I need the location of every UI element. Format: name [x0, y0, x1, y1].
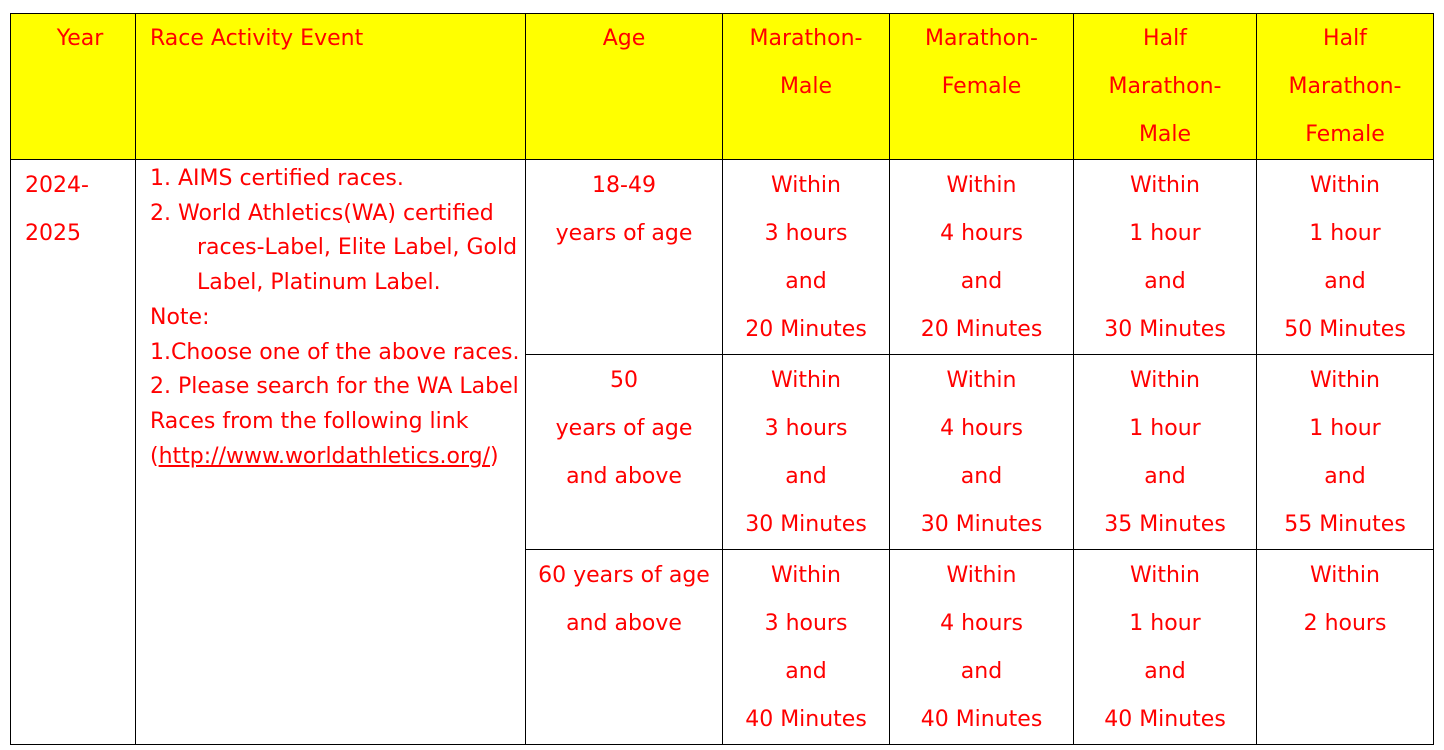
header-label-line: Marathon-: [1108, 74, 1222, 99]
cell-race-activity-event: [136, 160, 526, 745]
time-line: 40 Minutes: [1104, 707, 1226, 732]
time-line: 55 Minutes: [1284, 512, 1406, 537]
time-line: 3 hours: [764, 221, 848, 246]
cell-marathon-female: [890, 355, 1074, 550]
time-line: 30 Minutes: [920, 512, 1043, 537]
time-line: Within: [770, 173, 841, 198]
cell-age: [526, 160, 723, 355]
time-line: 20 Minutes: [745, 317, 867, 342]
year-line: 2025: [25, 221, 81, 246]
header-event: [136, 14, 526, 160]
header-age: [526, 14, 723, 160]
header-label-line: Marathon-: [1288, 74, 1402, 99]
time-line: and: [1144, 464, 1186, 489]
time-line: Within: [1129, 368, 1200, 393]
time-line: 3 hours: [764, 611, 848, 636]
header-row: [11, 14, 1434, 160]
time-line: Within: [1309, 368, 1380, 393]
cell-marathon-male: [723, 355, 890, 550]
event-item-wa-cont: Label, Platinum Label.: [197, 270, 441, 296]
header-label-line: Half: [1143, 26, 1187, 51]
header-half-marathon-male: [1074, 14, 1257, 160]
time-line: and: [1324, 464, 1366, 489]
header-marathon-female: [890, 14, 1074, 160]
time-line: 1 hour: [1129, 611, 1201, 636]
time-line: Within: [1129, 173, 1200, 198]
note-link-line: [150, 440, 525, 475]
time-line: 40 Minutes: [745, 707, 867, 732]
time-line: and: [1144, 269, 1186, 294]
time-line: 4 hours: [940, 416, 1023, 441]
time-line: Within: [946, 173, 1017, 198]
event-item-wa: 2. World Athletics(WA) certified: [150, 200, 494, 226]
age-line: 50: [610, 368, 638, 393]
time-line: Within: [1129, 563, 1200, 588]
year-line: 2024-: [25, 173, 89, 198]
table-row: [11, 160, 1434, 355]
cell-half-marathon-male: [1074, 160, 1257, 355]
time-line: 30 Minutes: [1104, 317, 1226, 342]
time-line: Within: [770, 563, 841, 588]
time-line: 50 Minutes: [1284, 317, 1406, 342]
age-line: years of age: [555, 416, 693, 441]
cell-marathon-male: [723, 550, 890, 745]
cell-marathon-female: [890, 550, 1074, 745]
header-marathon-male: [723, 14, 890, 160]
cell-marathon-female: [890, 160, 1074, 355]
worldathletics-link[interactable]: http://www.worldathletics.org/: [158, 443, 491, 469]
note-item-2-cont: Races from the following link: [150, 408, 469, 434]
cell-half-marathon-male: [1074, 550, 1257, 745]
header-label-line: Female: [941, 74, 1022, 99]
time-line: 4 hours: [940, 611, 1023, 636]
header-year: [11, 14, 136, 160]
time-line: 20 Minutes: [920, 317, 1043, 342]
header-label-line: Marathon-: [925, 26, 1038, 51]
header-label-line: Male: [1138, 122, 1192, 147]
time-line: and: [960, 464, 1003, 489]
age-line: 18-49: [592, 173, 656, 198]
cell-age: [526, 355, 723, 550]
age-line: 60 years of age: [538, 563, 710, 588]
header-label-line: Marathon-: [749, 26, 863, 51]
note-item-2: 2. Please search for the WA Label: [150, 374, 519, 400]
event-item-aims: 1. AIMS certified races.: [150, 166, 404, 191]
time-line: Within: [946, 368, 1017, 393]
header-label-line: Female: [1305, 122, 1385, 147]
header-event-label: Race Activity Event: [150, 26, 364, 51]
time-line: and: [960, 659, 1003, 684]
cell-half-marathon-female: [1257, 160, 1434, 355]
time-line: 35 Minutes: [1104, 512, 1226, 537]
time-line: 2 hours: [1303, 611, 1387, 636]
note-heading: Note:: [150, 304, 210, 330]
time-line: 3 hours: [764, 416, 848, 441]
time-line: and: [785, 464, 827, 489]
time-line: and: [1324, 269, 1366, 294]
age-line: and above: [566, 464, 682, 489]
time-line: 1 hour: [1309, 416, 1381, 441]
time-line: and: [785, 659, 827, 684]
time-line: Within: [946, 563, 1017, 588]
time-line: and: [785, 269, 827, 294]
time-line: Within: [1309, 563, 1380, 588]
note-item-1: 1.Choose one of the above races.: [150, 339, 520, 365]
cell-half-marathon-male: [1074, 355, 1257, 550]
time-line: Within: [1309, 173, 1380, 198]
age-line: and above: [566, 611, 682, 636]
header-label-line: Male: [779, 74, 833, 99]
time-line: 4 hours: [940, 221, 1023, 246]
paren-open: (: [150, 443, 159, 469]
cell-half-marathon-female: [1257, 355, 1434, 550]
time-line: 1 hour: [1129, 221, 1201, 246]
time-line: Within: [770, 368, 841, 393]
cell-half-marathon-female: [1257, 550, 1434, 745]
time-line: 30 Minutes: [745, 512, 867, 537]
header-age-label: Age: [602, 26, 646, 51]
cell-year: [11, 160, 136, 745]
age-line: years of age: [555, 221, 693, 246]
time-line: 1 hour: [1129, 416, 1201, 441]
paren-close: ): [490, 443, 499, 469]
event-item-wa-cont: races-Label, Elite Label, Gold: [197, 235, 518, 261]
cell-age: [526, 550, 723, 745]
header-half-marathon-female: [1257, 14, 1434, 160]
race-qualification-table: [10, 13, 1434, 745]
time-line: 40 Minutes: [920, 707, 1043, 732]
header-label-line: Half: [1323, 26, 1367, 51]
time-line: 1 hour: [1309, 221, 1381, 246]
header-year-label: Year: [56, 26, 104, 51]
time-line: and: [1144, 659, 1186, 684]
cell-marathon-male: [723, 160, 890, 355]
time-line: and: [960, 269, 1003, 294]
